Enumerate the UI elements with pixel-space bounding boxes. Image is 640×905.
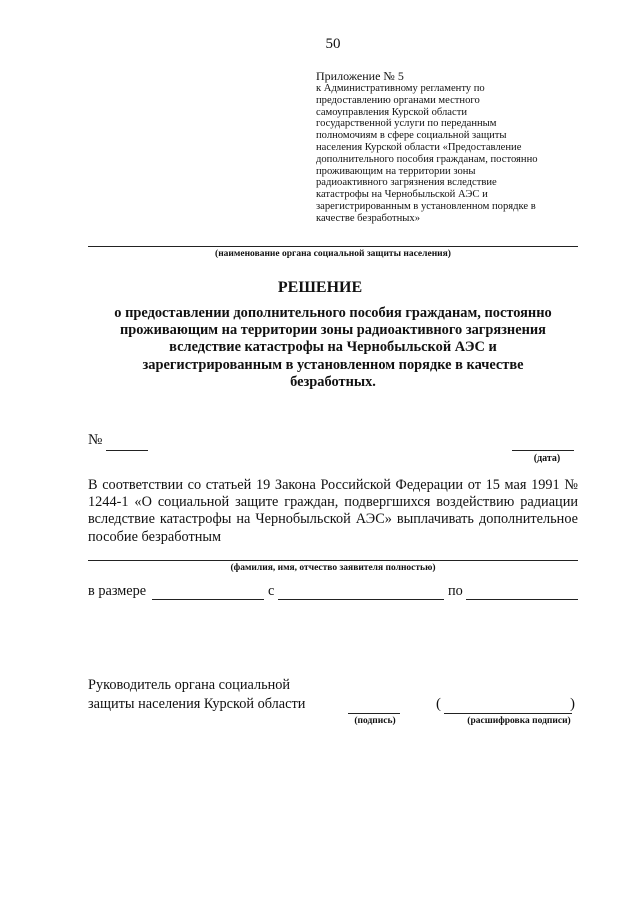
appendix-line: к Административному регламенту по bbox=[316, 83, 485, 94]
decision-subtitle bbox=[88, 305, 578, 391]
org-name-line bbox=[88, 246, 578, 247]
position-line: Руководитель органа социальной bbox=[88, 677, 291, 693]
signature-caption: (подпись) bbox=[354, 716, 396, 726]
number-field-line[interactable] bbox=[106, 450, 148, 451]
signatory-position bbox=[88, 676, 348, 714]
amount-label: в размере bbox=[88, 583, 147, 599]
number-label: № bbox=[88, 432, 103, 448]
appendix-block bbox=[316, 69, 580, 225]
appendix-line: радиоактивного загрязнения вследствие bbox=[316, 177, 497, 189]
subtitle-line: зарегистрированным в установленном порядке в качестве bbox=[142, 356, 524, 373]
appendix-title: Приложение № 5 bbox=[316, 69, 404, 83]
appendix-line: зарегистрированным в установленном порядке в bbox=[316, 200, 536, 212]
to-label: по bbox=[448, 583, 463, 599]
body-paragraph: В соответствии со статьей 19 Закона Российской Федерации от 15 мая 1991 № 1244-1 «О социальной защите граждан, подвергшихся воздействию радиации вследствие катастрофы на Чернобыльской АЭС» выплачивать дополнительное пособие безработным bbox=[88, 477, 578, 545]
appendix-line: дополнительного пособия гражданам, постоянно bbox=[316, 153, 538, 165]
appendix-line: предоставлению органами местного bbox=[316, 94, 480, 106]
appendix-line: катастрофы на Чернобыльской АЭС и bbox=[316, 189, 488, 201]
applicant-name-line[interactable] bbox=[88, 560, 578, 561]
decode-caption: (расшифровка подписи) bbox=[467, 716, 571, 726]
subtitle-line: о предоставлении дополнительного пособия гражданам, постоянно bbox=[114, 305, 552, 321]
subtitle-line: безработных. bbox=[290, 373, 376, 390]
signature-decode-line[interactable] bbox=[444, 713, 572, 714]
applicant-caption: (фамилия, имя, отчество заявителя полностью) bbox=[230, 563, 436, 573]
appendix-line: государственной услуги по переданным bbox=[316, 118, 497, 130]
open-paren: ( bbox=[436, 696, 441, 712]
page-number: 50 bbox=[325, 36, 341, 52]
date-caption: (дата) bbox=[533, 453, 561, 464]
to-date-field-line[interactable] bbox=[466, 599, 578, 600]
subtitle-line: вследствие катастрофы на Чернобыльской АЭС и bbox=[169, 339, 497, 356]
appendix-line: населения Курской области «Предоставление bbox=[316, 141, 522, 153]
subtitle-line: проживающим на территории зоны радиоактивного загрязнения bbox=[120, 322, 546, 339]
amount-field-line[interactable] bbox=[152, 599, 264, 600]
appendix-line: проживающим на территории зоны bbox=[316, 165, 476, 177]
from-date-field-line[interactable] bbox=[278, 599, 444, 600]
appendix-line: качестве безработных» bbox=[316, 212, 421, 224]
from-label: с bbox=[268, 583, 275, 599]
signature-field-line[interactable] bbox=[348, 713, 400, 714]
date-field-line[interactable] bbox=[512, 450, 574, 451]
position-line: защиты населения Курской области bbox=[88, 696, 306, 712]
appendix-line: самоуправления Курской области bbox=[316, 106, 468, 118]
decision-title: РЕШЕНИЕ bbox=[277, 279, 363, 296]
close-paren: ) bbox=[570, 696, 575, 712]
appendix-line: полномочиям в сфере социальной защиты bbox=[316, 130, 507, 142]
org-caption: (наименование органа социальной защиты населения) bbox=[215, 249, 451, 259]
